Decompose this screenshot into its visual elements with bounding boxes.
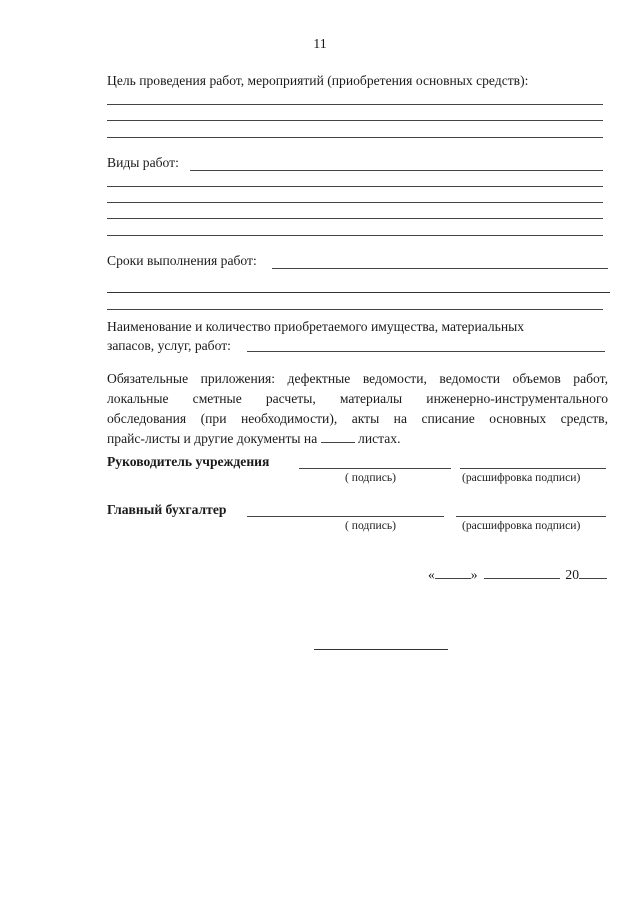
date-line (428, 566, 607, 583)
accountant-signature-caption: ( подпись) (345, 519, 397, 532)
page-number: 11 (313, 37, 327, 52)
attachments-line-3: обследования (при необходимости), акты на списание основных средств, (107, 411, 608, 426)
work-types-fill-line-5[interactable] (107, 235, 603, 236)
property-fill-line[interactable] (247, 351, 605, 352)
deadlines-fill-line-3[interactable] (107, 309, 603, 310)
attachments-line-2: локальные сметные расчеты, материалы инженерно-инструментального (107, 391, 608, 406)
deadlines-fill-line-2[interactable] (107, 292, 610, 293)
goal-fill-line-3[interactable] (107, 137, 603, 138)
work-types-fill-line-3[interactable] (107, 202, 603, 203)
date-year-blank[interactable] (579, 566, 607, 579)
deadlines-fill-line-1[interactable] (272, 268, 608, 269)
work-types-label: Виды работ: (107, 155, 179, 170)
attachments-line-4 (107, 429, 608, 449)
date-year-prefix: 20 (565, 567, 579, 582)
goal-label: Цель проведения работ, мероприятий (приобретения основных средств): (107, 73, 529, 88)
date-open-quote: « (428, 567, 435, 582)
goal-fill-line-1[interactable] (107, 104, 603, 105)
work-types-fill-line-2[interactable] (107, 186, 603, 187)
goal-fill-line-2[interactable] (107, 120, 603, 121)
accountant-signature-line[interactable] (247, 516, 444, 517)
attachments-line-1: Обязательные приложения: дефектные ведомости, ведомости объемов работ, (107, 371, 608, 386)
attachments-line-4-prefix: прайс-листы и другие документы на (107, 431, 318, 446)
accountant-signature-label: Главный бухгалтер (107, 502, 227, 517)
date-month-blank[interactable] (484, 566, 560, 579)
date-day-blank[interactable] (435, 566, 471, 579)
accountant-decode-line[interactable] (456, 516, 606, 517)
sheet-count-blank[interactable] (321, 430, 355, 443)
property-label-line-1: Наименование и количество приобретаемого имущества, материальных (107, 319, 525, 334)
head-decode-caption: (расшифровка подписи) (462, 471, 581, 484)
property-label-line-2: запасов, услуг, работ: (107, 338, 231, 353)
footer-separator-line (314, 649, 448, 650)
accountant-decode-caption: (расшифровка подписи) (462, 519, 581, 532)
head-signature-caption: ( подпись) (345, 471, 397, 484)
head-signature-label: Руководитель учреждения (107, 454, 270, 469)
head-signature-line[interactable] (299, 468, 451, 469)
work-types-fill-line-1[interactable] (190, 170, 603, 171)
attachments-paragraph (107, 369, 608, 449)
attachments-line-4-suffix: листах. (358, 431, 401, 446)
deadlines-label: Сроки выполнения работ: (107, 253, 257, 268)
work-types-fill-line-4[interactable] (107, 218, 603, 219)
date-close-quote: » (470, 567, 478, 582)
head-decode-line[interactable] (460, 468, 606, 469)
